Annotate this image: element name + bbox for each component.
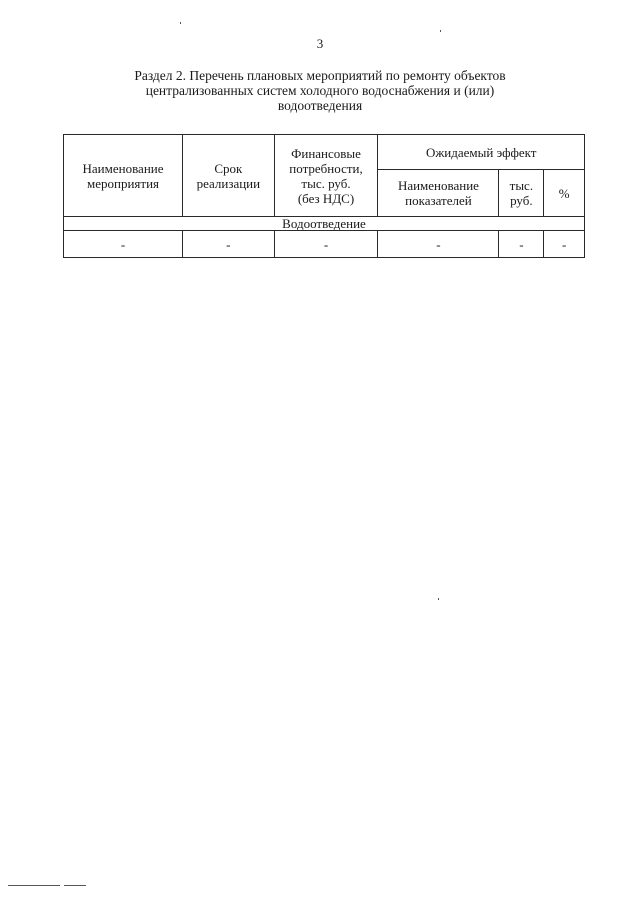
cell-percent: -: [544, 231, 585, 258]
measures-table: [63, 134, 585, 258]
header-expected-effect: Ожидаемый эффект: [378, 135, 585, 170]
scan-artifact: [438, 598, 439, 600]
scan-artifact: [64, 885, 86, 886]
section-title-line-3: водоотведения: [277, 98, 363, 113]
cell-thousand-rub: -: [499, 231, 544, 258]
section-title-line-1: Раздел 2. Перечень плановых мероприятий по ремонту объектов: [134, 68, 506, 83]
header-indicators: Наименование показателей: [378, 170, 499, 217]
header-event-name: Наименование мероприятия: [64, 135, 183, 217]
scan-artifact: [440, 30, 441, 32]
table-row: [64, 231, 585, 258]
table-section-row: [64, 217, 585, 231]
cell-term: -: [183, 231, 275, 258]
header-term: Срок реализации: [183, 135, 275, 217]
page-number: 3: [316, 36, 324, 51]
cell-indicator: -: [378, 231, 499, 258]
section-title-line-2: централизованных систем холодного водоснабжения и (или): [145, 83, 495, 98]
scan-artifact: [8, 885, 60, 886]
scan-artifact: [180, 22, 181, 24]
header-thousand-rub: тыс. руб.: [499, 170, 544, 217]
header-finance: Финансовые потребности, тыс. руб. (без НДС): [274, 135, 378, 217]
cell-finance: -: [274, 231, 378, 258]
section-row-label: Водоотведение: [64, 217, 585, 231]
cell-event-name: -: [64, 231, 183, 258]
table-header-row: [64, 135, 585, 170]
section-title: [100, 68, 540, 113]
header-percent: %: [544, 170, 585, 217]
